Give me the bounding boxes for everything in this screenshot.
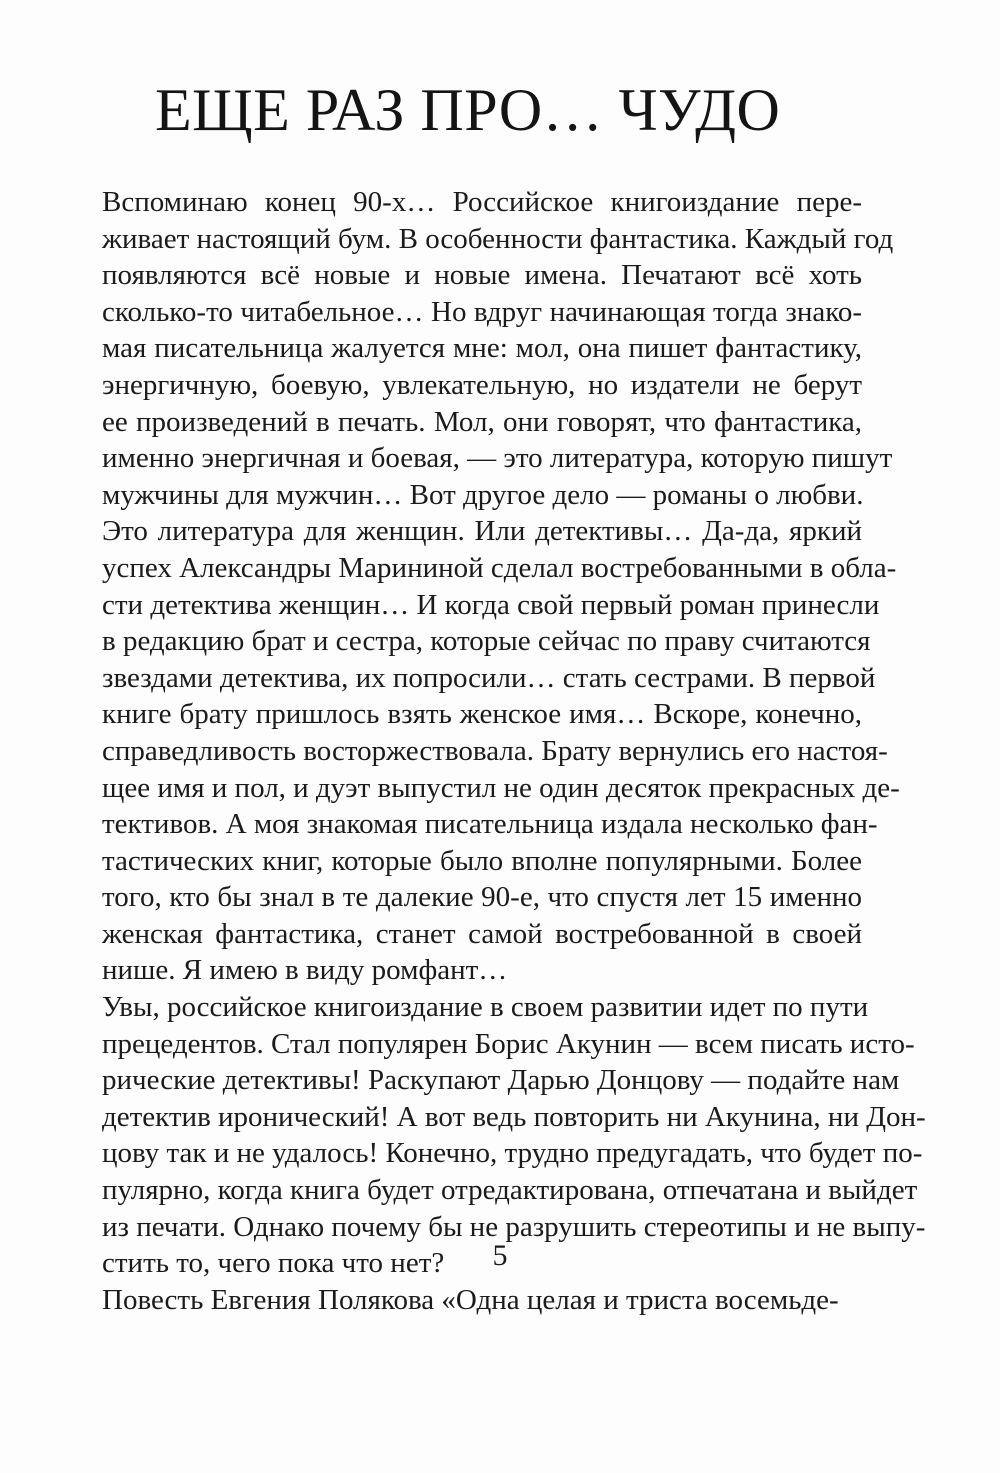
page-number: 5: [492, 1239, 508, 1272]
paragraph: [48, 184, 900, 989]
text-line: стить то, чего пока что нет?: [102, 1247, 445, 1280]
text-line: мужчины для мужчин… Вот другое дело — романы о любви.: [102, 478, 864, 511]
text-line: именно энергичная и боевая, — это литература, которую пишут: [102, 442, 893, 475]
text-line: женская фантастика, станет самой востребованной в своей: [102, 917, 862, 950]
text-line: тастических книг, которые было вполне популярными. Более: [102, 844, 862, 877]
text-line: книге брату пришлось взять женское имя… Вскоре, конечно,: [102, 698, 862, 731]
text-line: справедливость восторжествовала. Брату вернулись его настоя-: [102, 734, 888, 767]
text-line: сти детектива женщин… И когда свой первый роман принесли: [102, 588, 880, 621]
text-line: ее произведений в печать. Мол, они говорят, что фантастика,: [102, 405, 862, 438]
text-line: детектив иронический! А вот ведь повторить ни Акунина, ни Дон-: [102, 1100, 926, 1133]
text-line: Повесть Евгения Полякова «Одна целая и триста восемьде-: [102, 1283, 839, 1316]
text-line: звездами детектива, их попросили… стать сестрами. В первой: [102, 661, 876, 694]
chapter-title: ЕЩЕ РАЗ ПРО… ЧУДО: [155, 77, 781, 143]
paragraph: [48, 1282, 862, 1319]
text-line: прецедентов. Стал популярен Борис Акунин — всем писать исто-: [102, 1027, 915, 1060]
text-line: появляются всё новые и новые имена. Печатают всё хоть: [102, 259, 862, 292]
body-text: [48, 184, 926, 1318]
text-line: Увы, российское книгоиздание в своем развитии идет по пути: [102, 991, 869, 1024]
text-line: мая писательница жалуется мне: мол, она пишет фантастику,: [102, 332, 862, 365]
text-line: пулярно, когда книга будет отредактирована, отпечатана и выйдет: [102, 1174, 918, 1207]
text-line: рические детективы! Раскупают Дарью Донцову — подайте нам: [102, 1064, 900, 1097]
text-line: из печати. Однако почему бы не разрушить стереотипы и не выпу-: [102, 1210, 926, 1243]
text-line: сколько-то читабельное… Но вдруг начинающая тогда знако-: [102, 295, 862, 328]
text-line: щее имя и пол, и дуэт выпустил не один десяток прекрасных де-: [102, 771, 900, 804]
text-line: нише. Я имею в виду ромфант…: [102, 954, 508, 987]
text-line: того, кто бы знал в те далекие 90-е, что спустя лет 15 именно: [102, 881, 862, 914]
text-line: в редакцию брат и сестра, которые сейчас по праву считаются: [102, 625, 871, 658]
text-line: Это литература для женщин. Или детективы… Да-да, яркий: [102, 515, 862, 548]
text-line: живает настоящий бум. В особенности фантастика. Каждый год: [102, 222, 894, 255]
text-line: энергичную, боевую, увлекательную, но издатели не берут: [102, 368, 862, 401]
text-line: Вспоминаю конец 90-х… Российское книгоиздание пере-: [102, 186, 862, 218]
text-line: тективов. А моя знакомая писательница издала несколько фан-: [102, 808, 878, 841]
text-line: цову так и не удалось! Конечно, трудно предугадать, что будет по-: [102, 1137, 923, 1170]
text-line: успех Александры Марининой сделал востребованными в обла-: [102, 551, 897, 584]
